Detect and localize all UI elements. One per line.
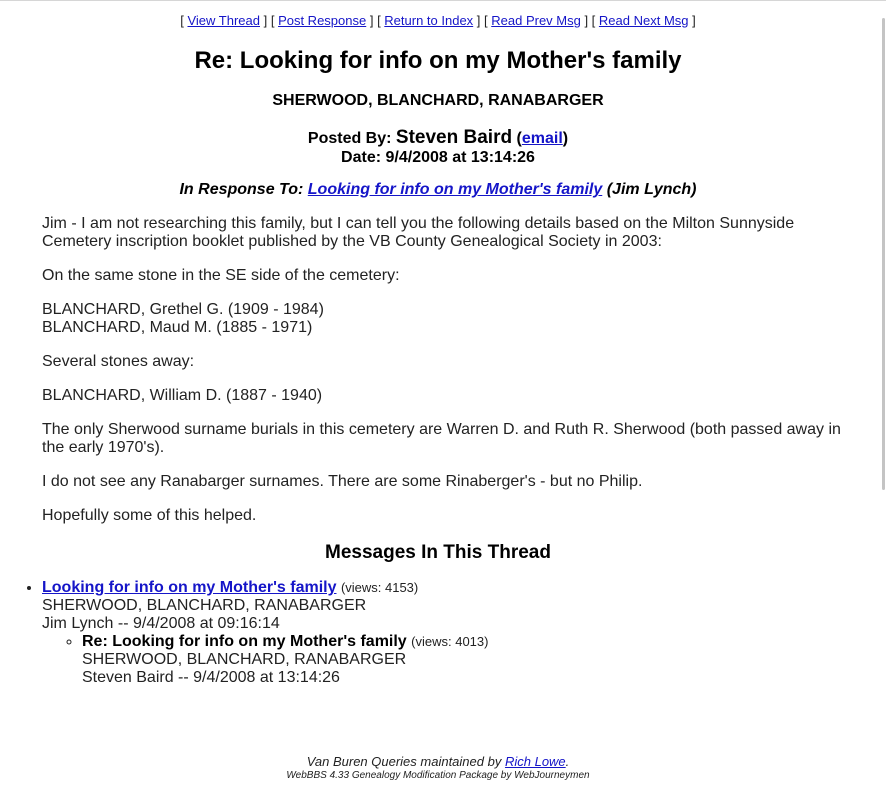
nav-view-thread[interactable]: View Thread (187, 13, 260, 28)
posted-block (0, 128, 876, 167)
in-response-link[interactable]: Looking for info on my Mother's family (307, 181, 603, 198)
thread-item-byline: Steven Baird -- 9/4/2008 at 13:14:26 (82, 669, 340, 686)
thread-item-subject: SHERWOOD, BLANCHARD, RANABARGER (82, 651, 407, 668)
nav-read-prev-msg[interactable]: Read Prev Msg (491, 13, 581, 28)
footer-maintainer-link[interactable]: Rich Lowe (504, 754, 566, 769)
body-paragraph: Hopefully some of this helped. (42, 507, 257, 524)
thread-item-subject: SHERWOOD, BLANCHARD, RANABARGER (42, 597, 367, 614)
burial-record: BLANCHARD, Grethel G. (1909 - 1984) (42, 301, 324, 318)
thread-item-current-title: Re: Looking for info on my Mother's family (82, 633, 407, 650)
thread-heading: Messages In This Thread (325, 542, 551, 563)
thread-item-link[interactable]: Looking for info on my Mother's family (42, 579, 337, 596)
message-title: Re: Looking for info on my Mother's family (194, 47, 682, 74)
message-subject: SHERWOOD, BLANCHARD, RANABARGER (272, 92, 604, 109)
thread-item-views: (views: 4013) (411, 634, 489, 649)
thread-list (0, 579, 876, 687)
posted-by-label: Posted By: (307, 130, 392, 147)
author-name: Steven Baird (395, 127, 513, 148)
nav-post-response[interactable]: Post Response (278, 13, 367, 28)
footer-credit: WebBBS 4.33 Genealogy Modification Package by WebJourneymen (286, 770, 590, 781)
nav-return-to-index[interactable]: Return to Index (384, 13, 474, 28)
body-paragraph: On the same stone in the SE side of the cemetery: (42, 267, 400, 284)
footer-maintained-prefix: Van Buren Queries maintained by (306, 754, 502, 769)
thread-item (82, 633, 876, 687)
scrollbar[interactable] (882, 18, 885, 490)
in-response-line (0, 181, 876, 201)
message-body (42, 215, 842, 525)
body-paragraph: BLANCHARD, William D. (1887 - 1940) (42, 387, 323, 404)
nav-read-next-msg[interactable]: Read Next Msg (598, 13, 689, 28)
email-link[interactable]: email (521, 130, 563, 147)
body-paragraph: The only Sherwood surname burials in this cemetery are Warren D. and Ruth R. Sherwood (both passed away in the early 1970's). (42, 421, 841, 456)
body-paragraph (42, 301, 842, 337)
posted-by-line: Posted By: Steven Baird (email) (307, 127, 569, 148)
burial-record: BLANCHARD, Maud M. (1885 - 1971) (42, 319, 313, 336)
in-response-author: (Jim Lynch) (606, 181, 697, 198)
body-paragraph: Several stones away: (42, 353, 195, 370)
thread-item-views: (views: 4153) (340, 580, 419, 595)
thread-item (42, 579, 876, 687)
date-label: Date: (341, 149, 382, 166)
thread-sublist (42, 633, 876, 687)
footer-maintained-suffix: . (565, 754, 570, 769)
body-paragraph: Jim - I am not researching this family, but I can tell you the following details based on the Milton Sunnyside Cemetery inscription booklet published by the VB County Genealogical Society in 2003: (42, 215, 795, 250)
in-response-label: In Response To: (179, 181, 304, 198)
date-line (0, 148, 876, 167)
nav-bar: [ View Thread ] [ Post Response ] [ Return to Index ] [ Read Prev Msg ] [ Read Next Msg ] (180, 13, 696, 28)
date-value: 9/4/2008 at 13:14:26 (385, 149, 535, 166)
body-paragraph: I do not see any Ranabarger surnames. There are some Rinaberger's - but no Philip. (42, 473, 643, 490)
thread-item-byline: Jim Lynch -- 9/4/2008 at 09:16:14 (42, 615, 280, 632)
footer-maintained-line (0, 754, 876, 769)
footer (0, 754, 876, 782)
